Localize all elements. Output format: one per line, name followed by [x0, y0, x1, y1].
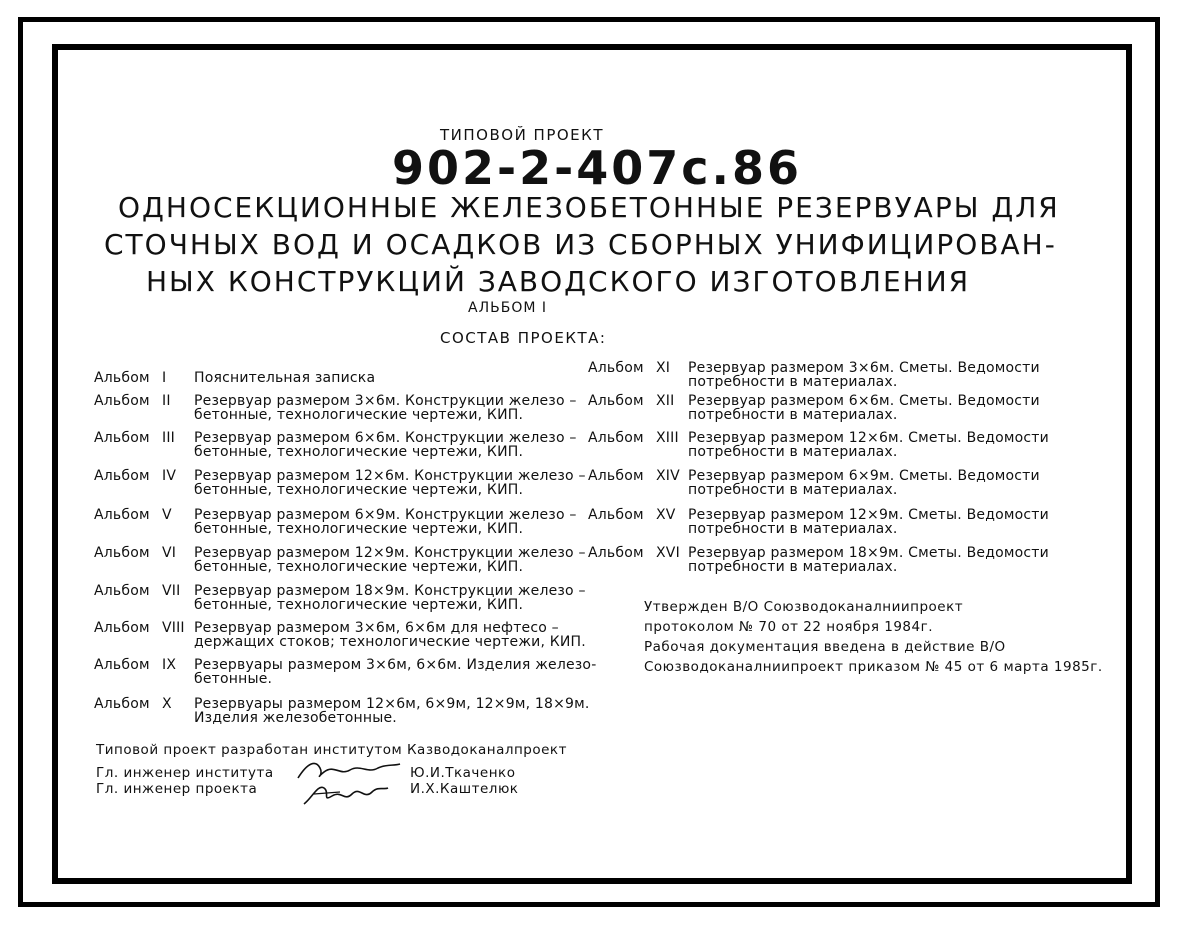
album-row-label: Альбом	[94, 696, 150, 712]
album-row-line-1: Резервуар размером 3×6м. Конструкции железо –	[194, 393, 577, 409]
album-row	[94, 546, 586, 574]
album-row-line-2: бетонные, технологические чертежи, КИП.	[194, 597, 524, 613]
album-row-line-1: Резервуар размером 3×6м, 6×6м для нефтесо –	[194, 620, 559, 636]
album-row-line-2: потребности в материалах.	[688, 482, 898, 498]
album-row-label: Альбом	[94, 507, 150, 523]
album-row	[94, 469, 586, 497]
album-row-line-1: Резервуар размером 3×6м. Сметы. Ведомости	[688, 360, 1040, 376]
album-row-label: Альбом	[588, 430, 644, 446]
album-row	[588, 546, 1049, 574]
album-row	[94, 394, 577, 422]
album-row-line-2: бетонные, технологические чертежи, КИП.	[194, 559, 524, 575]
album-row-line-1: Резервуар размером 6×9м. Конструкции железо –	[194, 507, 577, 523]
album-row-description	[194, 508, 577, 536]
album-row	[588, 469, 1040, 497]
composition-heading: СОСТАВ ПРОЕКТА:	[440, 329, 607, 347]
album-row-number: III	[162, 430, 175, 446]
album-row	[94, 584, 586, 612]
album-row-line-2: потребности в материалах.	[688, 407, 898, 423]
album-row-line-1: Резервуар размером 6×9м. Сметы. Ведомости	[688, 468, 1040, 484]
album-row-number: VIII	[162, 620, 185, 636]
project-number: 902-2-407с.86	[392, 141, 802, 195]
album-row-label: Альбом	[94, 468, 150, 484]
album-row	[94, 431, 577, 459]
album-row-description	[688, 361, 1040, 389]
chief-engineer-institute-role: Гл. инженер института	[96, 765, 274, 781]
album-row-description	[194, 431, 577, 459]
album-row-label: Альбом	[588, 393, 644, 409]
album-row-line-2: бетонные, технологические чертежи, КИП.	[194, 444, 524, 460]
album-row-line-2: бетонные, технологические чертежи, КИП.	[194, 407, 524, 423]
album-row-line-1: Резервуар размером 12×6м. Сметы. Ведомости	[688, 430, 1049, 446]
title-line-1: ОДНОСЕКЦИОННЫЕ ЖЕЛЕЗОБЕТОННЫЕ РЕЗЕРВУАРЫ ДЛЯ	[118, 191, 1060, 224]
album-row-label: Альбом	[588, 360, 644, 376]
album-row-description	[194, 621, 586, 649]
album-row-label: Альбом	[94, 430, 150, 446]
album-row-label: Альбом	[588, 545, 644, 561]
album-row-description	[688, 546, 1049, 574]
approval-line-4: Союзводоканалниипроект приказом № 45 от 6 марта 1985г.	[644, 659, 1103, 675]
album-row	[94, 658, 596, 686]
album-row-description	[688, 394, 1040, 422]
album-row-number: V	[162, 507, 172, 523]
title-line-3: НЫХ КОНСТРУКЦИЙ ЗАВОДСКОГО ИЗГОТОВЛЕНИЯ	[146, 265, 971, 298]
chief-engineer-project-name: И.Х.Каштелюк	[410, 781, 519, 797]
chief-engineer-project-role: Гл. инженер проекта	[96, 781, 258, 797]
album-row	[94, 371, 375, 385]
album-row-number: IX	[162, 657, 177, 673]
album-row-number: XIII	[656, 430, 679, 446]
album-row-description	[688, 508, 1049, 536]
album-row-description	[194, 697, 590, 725]
album-row-description	[688, 431, 1049, 459]
album-row-description	[194, 394, 577, 422]
approval-line-2: протоколом № 70 от 22 ноября 1984г.	[644, 619, 933, 635]
album-row-description	[194, 584, 586, 612]
album-row-description	[194, 546, 586, 574]
album-row-line-2: потребности в материалах.	[688, 559, 898, 575]
album-row-label: Альбом	[588, 468, 644, 484]
album-row-label: Альбом	[94, 393, 150, 409]
album-row	[588, 508, 1049, 536]
album-row-line-1: Резервуар размером 12×9м. Конструкции железо –	[194, 545, 586, 561]
album-row	[94, 508, 577, 536]
album-row-number: X	[162, 696, 172, 712]
album-row-number: IV	[162, 468, 177, 484]
album-row-line-1: Резервуар размером 6×6м. Сметы. Ведомости	[688, 393, 1040, 409]
album-label: АЛЬБОМ I	[468, 300, 547, 316]
album-row-line-2: потребности в материалах.	[688, 444, 898, 460]
album-row	[94, 697, 590, 725]
album-row-number: XII	[656, 393, 675, 409]
album-row-description	[194, 469, 586, 497]
album-row-number: VII	[162, 583, 181, 599]
album-row-number: VI	[162, 545, 177, 561]
album-row-line-2: Изделия железобетонные.	[194, 710, 397, 726]
album-row	[588, 431, 1049, 459]
album-row	[588, 394, 1040, 422]
album-row	[94, 621, 586, 649]
album-row-line-2: бетонные, технологические чертежи, КИП.	[194, 521, 524, 537]
album-row-number: I	[162, 370, 167, 386]
album-row-line-1: Резервуар размером 12×6м. Конструкции железо –	[194, 468, 586, 484]
album-row-label: Альбом	[94, 583, 150, 599]
album-row-description	[194, 371, 375, 385]
album-row-label: Альбом	[94, 620, 150, 636]
album-row-line-2: потребности в материалах.	[688, 374, 898, 390]
album-row-line-1: Пояснительная записка	[194, 370, 376, 386]
chief-engineer-institute-name: Ю.И.Ткаченко	[410, 765, 516, 781]
album-row-line-1: Резервуар размером 18×9м. Конструкции железо –	[194, 583, 586, 599]
album-row-number: XI	[656, 360, 671, 376]
album-row-number: XIV	[656, 468, 680, 484]
developer-text: Типовой проект разработан институтом Казводоканалпроект	[96, 742, 567, 758]
approval-line-3: Рабочая документация введена в действие В/О	[644, 639, 1006, 655]
album-row-line-1: Резервуары размером 12×6м, 6×9м, 12×9м, 18×9м.	[194, 696, 590, 712]
album-row-line-1: Резервуары размером 3×6м, 6×6м. Изделия железо-	[194, 657, 597, 673]
album-row-line-1: Резервуар размером 12×9м. Сметы. Ведомости	[688, 507, 1049, 523]
album-row-line-2: бетонные.	[194, 671, 273, 687]
type-label: ТИПОВОЙ ПРОЕКТ	[440, 126, 604, 144]
album-row-line-2: бетонные, технологические чертежи, КИП.	[194, 482, 524, 498]
album-row-label: Альбом	[94, 657, 150, 673]
album-row-line-2: потребности в материалах.	[688, 521, 898, 537]
approval-line-1: Утвержден В/О Союзводоканалниипроект	[644, 599, 964, 615]
album-row-description	[194, 658, 596, 686]
album-row-label: Альбом	[588, 507, 644, 523]
album-row-number: XV	[656, 507, 676, 523]
album-row	[588, 361, 1040, 389]
album-row-number: II	[162, 393, 171, 409]
album-row-number: XVI	[656, 545, 680, 561]
album-row-line-2: держащих стоков; технологические чертежи, КИП.	[194, 634, 586, 650]
album-row-label: Альбом	[94, 545, 150, 561]
album-row-label: Альбом	[94, 370, 150, 386]
album-row-line-1: Резервуар размером 18×9м. Сметы. Ведомости	[688, 545, 1049, 561]
album-row-description	[688, 469, 1040, 497]
title-line-2: СТОЧНЫХ ВОД И ОСАДКОВ ИЗ СБОРНЫХ УНИФИЦИРОВАН-	[104, 228, 1057, 261]
signature-2	[300, 780, 390, 808]
album-row-line-1: Резервуар размером 6×6м. Конструкции железо –	[194, 430, 577, 446]
